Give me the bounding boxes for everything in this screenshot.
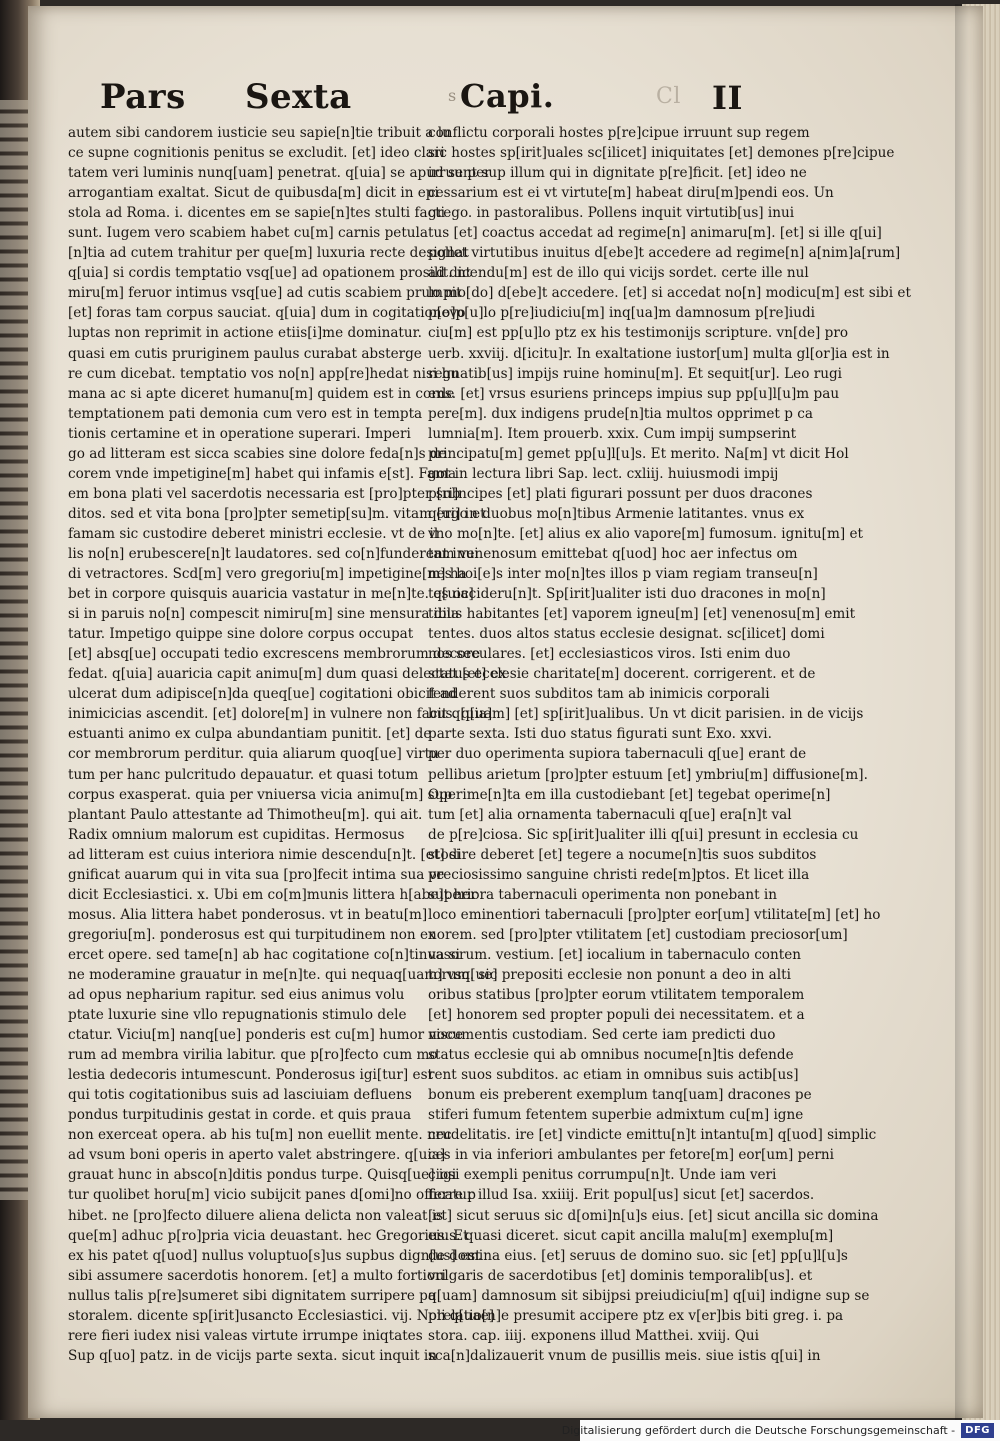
text-line: irruunt sup illum qui in dignitate p[re]ficit. [et] ideo ne xyxy=(428,165,807,182)
text-line: cor membrorum perditur. quia aliarum quoq[ue] virtu xyxy=(68,746,439,763)
text-line: miru[m] feruor intimus vsq[ue] ad cutis scabiem prumpit xyxy=(68,285,462,302)
text-line: got in lectura libri Sap. lect. cxliij. huiusmodi impij xyxy=(428,465,779,482)
funding-notice: Digitalisierung gefördert durch die Deutsche Forschungsgemeinschaft - xyxy=(561,1424,956,1437)
text-line: stiferi fumum fetentem superbie admixtum cu[m] igne xyxy=(428,1107,804,1124)
text-line: q[ui] in duobus mo[n]tibus Armenie latitantes. vnus ex xyxy=(428,505,805,522)
text-line: stora. cap. iiij. exponens illud Matthei. xviij. Qui xyxy=(428,1327,759,1344)
text-line: grauat hunc in absco[n]ditis pondus turpe. Quisq[ue] igi xyxy=(68,1167,457,1184)
text-line: ad opus nepharium rapitur. sed eius animus volu xyxy=(68,987,405,1004)
text-line: ptate luxurie sine vllo repugnationis stimulo dele xyxy=(68,1007,407,1024)
text-line: ercet opere. sed tame[n] ab hac cogitatione co[n]tinua si xyxy=(68,946,461,963)
text-line: uerb. xxviij. d[icitu]r. In exaltatione iustor[um] multa gl[or]ia est in xyxy=(428,345,890,362)
text-line: oribus statibus [pro]pter eorum vtilitatem temporalem xyxy=(428,987,805,1004)
text-line: tam venenosum emittebat q[uod] hoc aer infectus om xyxy=(428,545,798,562)
text-line: preciosissimo sanguine christi rede[m]ptos. Et licet illa xyxy=(428,866,810,883)
text-line: regnatib[us] impijs ruine hominu[m]. Et sequit[ur]. Leo rugi xyxy=(428,365,842,382)
text-line: torum. sic prepositi ecclesie non ponunt a deo in alti xyxy=(428,966,791,983)
text-line: lestia dedecoris intumescunt. Ponderosus igi[tur] est xyxy=(68,1067,434,1084)
text-line: tionis certamine et in operatione superari. Imperi xyxy=(68,425,411,442)
text-line: tur quolibet horu[m] vicio subijcit panes d[omi]no offerre p xyxy=(68,1187,476,1204)
text-line: ctatur. Viciu[m] nanq[ue] ponderis est cu[m] humor visce xyxy=(68,1027,464,1044)
text-line: ne moderamine grauatur in me[n]te. qui nequaq[uam] vsq[ue] xyxy=(68,966,498,983)
text-line: de domina eius. [et] seruus de domino suo. sic [et] pp[u]l[u]s xyxy=(428,1247,848,1264)
text-line: sic hostes sp[irit]uales sc[ilicet] iniquitates [et] demones p[re]cipue xyxy=(428,145,895,162)
text-line: quasi em cutis pruriginem paulus curabat absterge xyxy=(68,345,422,362)
text-column-right xyxy=(428,123,911,1364)
text-line: rere fieri iudex nisi valeas virtute irrumpe iniqtates xyxy=(68,1327,423,1344)
folio-number: II xyxy=(712,79,743,117)
text-line: grego. in pastoralibus. Pollens inquit virtutib[us] inui xyxy=(428,205,795,222)
text-line: superiora tabernaculi operimenta non ponebant in xyxy=(428,886,777,903)
text-line: si in paruis no[n] compescit nimiru[m] sine mensura dila xyxy=(68,606,460,623)
text-line: ces in via inferiori ambulantes per fetore[m] eor[um] perni xyxy=(428,1147,834,1164)
running-head-chapter: Capi. xyxy=(460,77,555,115)
text-line: q[uam] damnosum sit sibijpsi preiudiciu[m] q[ui] indigne sup se xyxy=(428,1287,870,1304)
text-line: em bona plati vel sacerdotis necessaria est [pro]pter sub xyxy=(68,485,461,502)
text-line: rent suos subditos. ac etiam in omnibus suis actib[us] xyxy=(428,1067,799,1084)
text-line: temptationem pati demonia cum vero est in tempta xyxy=(68,405,423,422)
text-line: sca[n]dalizauerit vnum de pusillis meis. siue istis q[ui] in xyxy=(428,1347,821,1364)
text-line: pondus turpitudinis gestat in corde. et quis praua xyxy=(68,1107,412,1124)
text-line: mosus. Alia littera habet ponderosus. vt in beatu[m] xyxy=(68,906,428,923)
text-line: gnificat auarum qui in vita sua [pro]fecit intima sua ve xyxy=(68,866,445,883)
text-line: mana ac si apte diceret humanu[m] quidem est in corde xyxy=(68,385,455,402)
text-line: fenderent suos subditos tam ab inimicis corporali xyxy=(428,686,770,703)
text-line: tentes. duos altos status ecclesie designat. sc[ilicet] domi xyxy=(428,626,825,643)
text-line: tes occideru[n]t. Sp[irit]ualiter isti duo dracones in mo[n] xyxy=(428,586,826,603)
text-line: q[uia] si cordis temptatio vsq[ue] ad opationem prosilit. nt xyxy=(68,265,472,282)
text-line: lis no[n] erubescere[n]t laudatores. sed co[n]funderent inui xyxy=(68,545,479,562)
text-line: ce supne cognitionis penitus se excludit. [et] ideo clari xyxy=(68,145,445,162)
text-line: famam sic custodire deberet ministri ecclesie. vt de il xyxy=(68,525,439,542)
text-line: pere[m]. dux indigens prude[n]tia multos opprimet p ca xyxy=(428,405,813,422)
text-line: ulcerat dum adipisce[n]da queq[ue] cogitationi obicit ad xyxy=(68,686,457,703)
text-line: lo mo[do] d[ebe]t accedere. [et] si accedat no[n] modicu[m] est sibi et xyxy=(428,285,911,302)
text-line: go ad litteram est sicca scabies sine dolore feda[n]s de xyxy=(68,445,447,462)
text-line: storalem. dicente sp[irit]usancto Ecclesiastici. vij. Noli q[uae] xyxy=(68,1307,495,1324)
text-line: cessarium est ei vt virtute[m] habeat diru[m]pendi eos. Un xyxy=(428,185,834,202)
text-line: status ecclesie charitate[m] docerent. corrigerent. et de xyxy=(428,666,816,683)
text-line: stola ad Roma. i. dicentes em se sapie[n]tes stulti facti xyxy=(68,205,446,222)
text-line: norem. sed [pro]pter vtilitatem [et] custodiam preciosor[um] xyxy=(428,926,848,943)
running-head-left: Pars xyxy=(100,77,186,117)
text-line: re cum dicebat. temptatio vos no[n] app[re]hedat nisi hu xyxy=(68,365,460,382)
text-line: p[o]p[u]lo p[re]iudiciu[m] inq[ua]m damnosum p[re]iudi xyxy=(428,305,816,322)
text-line: luptas non reprimit in actione etiis[i]me dominatur. xyxy=(68,325,422,342)
text-line: vno mo[n]te. [et] alius ex alio vapore[m] fumosum. ignitu[m] et xyxy=(428,525,863,542)
text-line: rum ad membra virilia labitur. que p[ro]fecto cum mo xyxy=(68,1047,438,1064)
text-column-left xyxy=(68,123,507,1364)
text-line: principatu[m] gemet pp[u]l[u]s. Et merito. Na[m] vt dicit Hol xyxy=(428,445,849,462)
text-line: di vetractores. Scd[m] vero gregoriu[m] impetigine[m] ha xyxy=(68,566,467,583)
text-line: ens. [et] vrsus esuriens princeps impius sup pp[u]l[u]m pau xyxy=(428,385,840,402)
dfg-logo: DFG xyxy=(961,1423,994,1438)
folio-faint-mark: Cl xyxy=(656,84,681,109)
text-line: lumnia[m]. Item prouerb. xxix. Cum impij sumpserint xyxy=(428,425,797,442)
text-line: hibet. ne [pro]fecto diluere aliena delicta non valeat is xyxy=(68,1207,444,1224)
text-line: tus [et] coactus accedat ad regime[n] animaru[m]. [et] si ille q[ui] xyxy=(428,225,882,242)
text-line: tum per hanc pulcritudo depauatur. et quasi totum xyxy=(68,766,419,783)
text-line: parte sexta. Isti duo status figurati sunt Exo. xxvi. xyxy=(428,726,772,743)
text-line: plantant Paulo attestante ad Thimotheu[m]. qui ait. xyxy=(68,806,423,823)
text-line: stodire deberet [et] tegere a nocume[n]tis suos subditos xyxy=(428,846,817,863)
text-line: arrogantiam exaltat. Sicut de quibusda[m] dicit in epi xyxy=(68,185,439,202)
text-line: corpus exasperat. quia per vniuersa vicia animu[m] sup xyxy=(68,786,453,803)
text-line: non exerceat opera. ab his tu[m] non euellit mente. nec xyxy=(68,1127,452,1144)
text-line: [et] absq[ue] occupati tedio excrescens membrorum decore xyxy=(68,646,481,663)
text-line: ficatur illud Isa. xxiiij. Erit popul[us] sicut [et] sacerdos. xyxy=(428,1187,815,1204)
text-line: loco eminentiori tabernaculi [pro]pter eor[um] vtilitate[m] [et] ho xyxy=(428,906,881,923)
text-line: eius. quasi diceret. sicut capit ancilla malu[m] exemplu[m] xyxy=(428,1227,834,1244)
text-line: tatem veri luminis nunq[uam] penetrat. q[uia] se apud se per xyxy=(68,165,491,182)
text-line: pollet virtutibus inuitus d[ebe]t accedere ad regime[n] a[nim]a[rum] xyxy=(428,245,901,262)
text-line: bus. q[uam] [et] sp[irit]ualibus. Un vt dicit parisien. in de vicijs xyxy=(428,706,864,723)
text-line: p[ri]ncipes [et] plati figurari possunt per duos dracones xyxy=(428,485,813,502)
text-line: status ecclesie qui ab omnibus nocume[n]tis defende xyxy=(428,1047,794,1064)
text-line: nullus talis p[re]sumeret sibi dignitatem surripere pa xyxy=(68,1287,436,1304)
text-line: [n]tia ad cutem trahitur per que[m] luxuria recte designat xyxy=(68,245,469,262)
text-line: corem vnde impetigine[m] habet qui infamis e[st]. Fama xyxy=(68,465,457,482)
text-line: ad litteram est cuius interiora nimie descendu[n]t. [et] si xyxy=(68,846,461,863)
text-line: que[m] adhuc p[ro]pria vicia deuastant. hec Gregorius. Et xyxy=(68,1227,469,1244)
text-line: ciosi exempli penitus corrumpu[n]t. Unde iam veri xyxy=(428,1167,777,1184)
text-line: inimicicias ascendit. [et] dolore[m] in vulnere non facit q[uia] xyxy=(68,706,493,723)
text-line: Sup q[uo] patz. in de vicijs parte sexta. sicut inquit in xyxy=(68,1347,438,1364)
text-line: dicit Ecclesiastici. x. Ubi em co[m]munis littera h[abe]t her xyxy=(68,886,477,903)
running-head-mark: s xyxy=(448,86,457,105)
text-line: tum [et] alia ornamenta tabernaculi q[ue] era[n]t val xyxy=(428,806,792,823)
dfg-funding-banner xyxy=(561,1420,1000,1441)
text-line: de p[re]ciosa. Sic sp[irit]ualiter illi q[ui] presunt in ecclesia cu xyxy=(428,826,859,843)
text-line: ad vsum boni operis in aperto valet abstringere. q[uia] xyxy=(68,1147,446,1164)
text-line: bet in corpore quisquis auaricia vastatur in me[n]te. q[uia] xyxy=(68,586,474,603)
text-line: gregoriu[m]. ponderosus est qui turpitudinem non ex xyxy=(68,926,436,943)
page-edge-shadow xyxy=(955,4,969,1420)
text-line: ciu[m] est pp[u]lo ptz ex his testimonijs scripture. vn[de] pro xyxy=(428,325,849,342)
text-line: tibus habitantes [et] vaporem igneu[m] [et] venenosu[m] emit xyxy=(428,606,856,623)
text-line: nocumentis custodiam. Sed certe iam predicti duo xyxy=(428,1027,776,1044)
text-line: ad dicendu[m] est de illo qui vicijs sordet. certe ille nul xyxy=(428,265,809,282)
text-line: Radix omnium malorum est cupiditas. Hermosus xyxy=(68,826,405,843)
text-line: sunt. Iugem vero scabiem habet cu[m] carnis petula xyxy=(68,225,429,242)
text-line: autem sibi candorem iusticie seu sapie[n]tie tribuit a lu xyxy=(68,125,451,141)
facing-page-edge xyxy=(0,100,28,1200)
text-line: conflictu corporali hostes p[re]cipue irruunt sup regem xyxy=(428,125,810,141)
text-line: [et] honorem sed propter populi dei necessitatem. et a xyxy=(428,1007,805,1024)
text-line: qui totis cogitationibus suis ad lasciuiam defluens xyxy=(68,1087,412,1104)
text-line: Operime[n]ta em illa custodiebant [et] tegebat operime[n] xyxy=(428,786,831,803)
text-line: prelatio[n]e presumit accipere ptz ex v[er]bis biti greg. i. pa xyxy=(428,1307,844,1324)
text-line: vulgaris de sacerdotibus [et] dominis temporalib[us]. et xyxy=(428,1267,813,1284)
running-head-center: Sexta xyxy=(245,77,352,117)
text-line: ex his patet q[uod] nullus voluptuo[s]us supbus dign[us] est xyxy=(68,1247,481,1264)
text-line: crudelitatis. ire [et] vindicte emittu[n]t intantu[m] q[uod] simplic xyxy=(428,1127,877,1144)
text-line: sibi assumere sacerdotis honorem. [et] a multo fortiori xyxy=(68,1267,446,1284)
text-line: vasorum. vestium. [et] iocalium in tabernaculo conten xyxy=(428,946,802,963)
text-line: fedat. q[uia] auaricia capit animu[m] dum quasi delectat [et] ex xyxy=(68,666,507,683)
text-line: estuanti animo ex culpa abundantiam punitit. [et] de xyxy=(68,726,432,743)
text-line: pellibus arietum [pro]pter estuum [et] ymbriu[m] diffusione[m]. xyxy=(428,766,868,783)
text-line: ditos. sed et vita bona [pro]pter semetip[su]m. vitam ergo et xyxy=(68,505,486,522)
text-line: per duo operimenta supiora tabernaculi q[ue] erant de xyxy=(428,746,807,763)
text-line: [et] sicut seruus sic d[omi]n[u]s eius. [et] sicut ancilla sic domina xyxy=(428,1207,879,1224)
text-line: tatur. Impetigo quippe sine dolore corpus occupat xyxy=(68,626,414,643)
text-line: nos seculares. [et] ecclesiasticos viros. Isti enim duo xyxy=(428,646,791,663)
text-line: [et] foras tam corpus sauciat. q[uia] dum in cogitationevo xyxy=(68,305,466,322)
text-line: nes hoi[e]s inter mo[n]tes illos p viam regiam transeu[n] xyxy=(428,566,818,583)
text-line: bonum eis preberent exemplum tanq[uam] dracones pe xyxy=(428,1087,812,1104)
